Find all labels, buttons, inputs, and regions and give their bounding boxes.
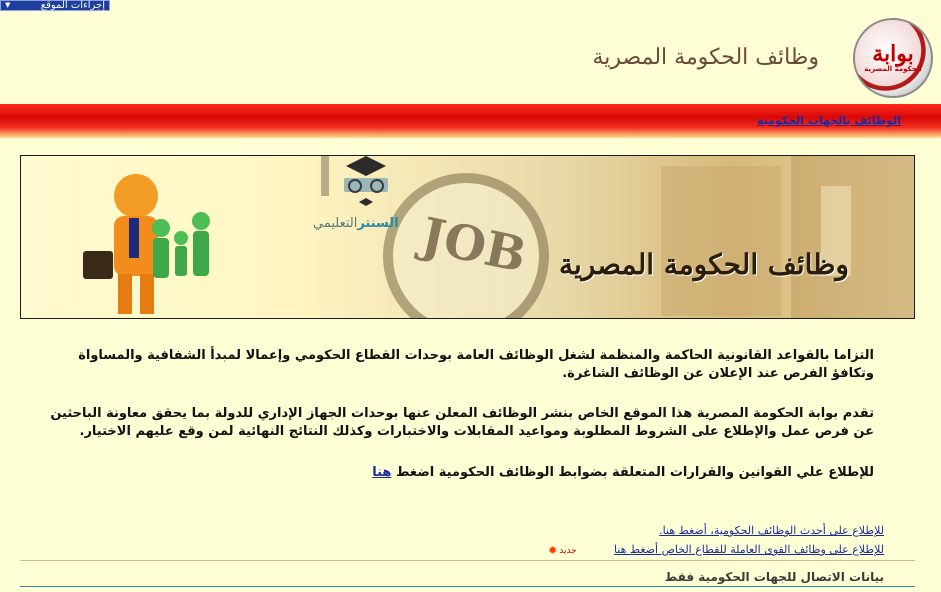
- new-badge-label: جديد: [559, 545, 577, 556]
- chevron-down-icon: ▼: [5, 1, 11, 9]
- site-actions-label: إجراءات الموقع: [40, 0, 105, 11]
- site-title: وظائف الحكومة المصرية: [592, 45, 819, 70]
- contacts-section-title: بيانات الاتصال للجهات الحكومية فقط: [664, 570, 884, 584]
- banner-title: وظائف الحكومة المصرية: [559, 248, 849, 281]
- banner-illustration: [21, 156, 915, 319]
- watermark-accent: السنتر: [357, 216, 399, 231]
- site-logo[interactable]: [853, 18, 933, 98]
- divider: [20, 560, 915, 561]
- watermark-logo: [311, 156, 421, 256]
- divider-bottom: [20, 586, 915, 587]
- latest-jobs-link[interactable]: للإطلاع على أحدث الوظائف الحكومية، أضغط هنا.: [659, 524, 884, 537]
- graduate-icon: [311, 156, 421, 216]
- nav-link-gov-jobs[interactable]: الوظائف بالجهات الحكومية: [756, 114, 901, 127]
- site-header: [0, 12, 941, 102]
- watermark-text: [313, 216, 399, 231]
- laws-paragraph: [39, 464, 874, 482]
- laws-text: للإطلاع علي القوانين والقرارات المتعلقة بضوابط الوظائف الحكومية اضغط: [395, 465, 874, 480]
- starburst-icon: ✹: [548, 544, 558, 557]
- intro-paragraph: التزاما بالقواعد القانونية الحاكمة والمنظمة لشغل الوظائف العامة بوحدات القطاع الحكومي وإعمالا لمبدأ الشفافية والمساواة وتكافؤ الفرص عند الإعلان عن الوظائف الشاغرة.: [78, 348, 874, 381]
- hero-banner: [20, 155, 915, 319]
- private-sector-jobs-link[interactable]: للإطلاع على وظائف القوى العاملة للقطاع الخاص أضغط هنا: [613, 543, 884, 556]
- purpose-paragraph: تقدم بوابة الحكومة المصرية هذا الموقع الخاص بنشر الوظائف المعلن عنها بوحدات الجهاز الإداري للدولة بما يحقق معاونة الباحثين عن فرص عمل والإطلاع على الشروط المطلوبة ومواعيد المقابلات والاختبارات وكذلك النتائج النهائية لمن وقع عليهم الاختيار.: [50, 406, 874, 439]
- new-badge: [548, 544, 577, 557]
- jobs-word: JOB: [416, 207, 531, 284]
- watermark-rest: التعليمي: [313, 216, 358, 231]
- logo-sub-text: الحكومة المصرية: [864, 65, 922, 73]
- laws-link[interactable]: هنا: [372, 465, 392, 480]
- logo-main-text: بوابة: [872, 41, 914, 67]
- site-actions-menu-button[interactable]: [0, 0, 110, 11]
